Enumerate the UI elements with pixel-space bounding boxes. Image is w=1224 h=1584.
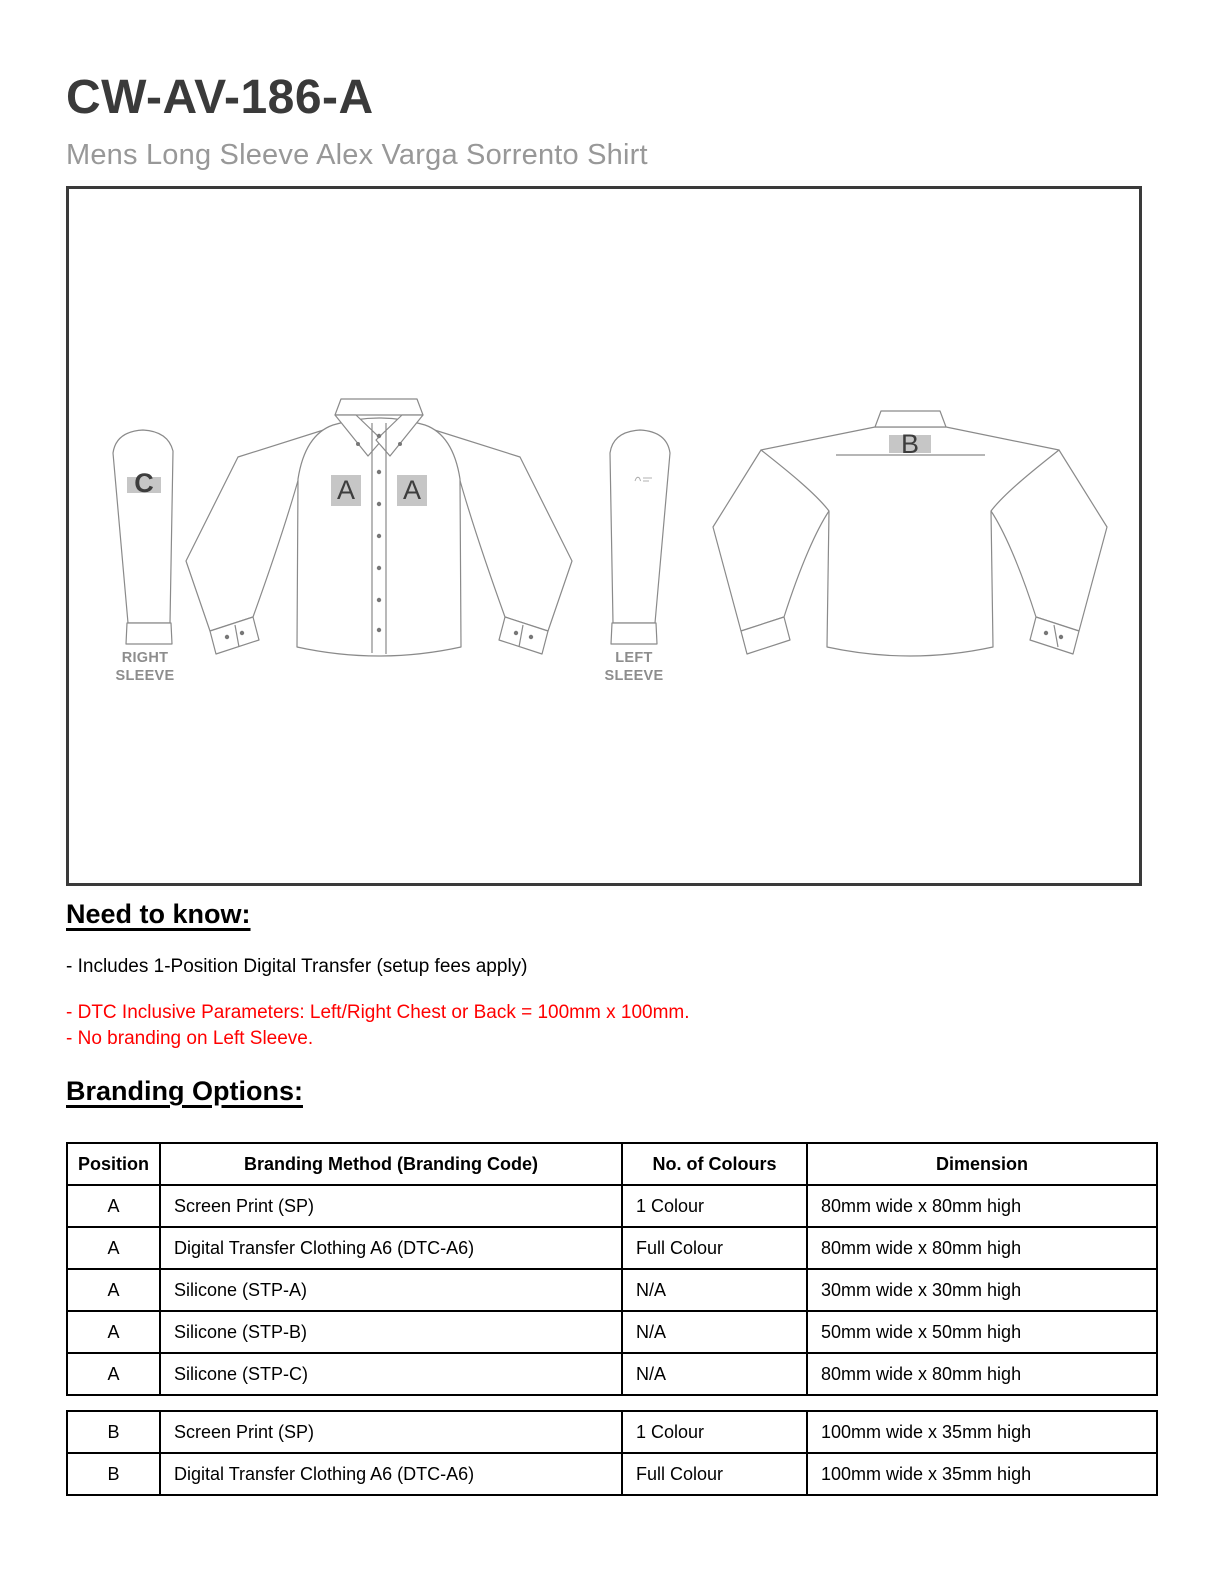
cell-method: Silicone (STP-B) [160, 1311, 622, 1353]
cell-position: A [67, 1185, 160, 1227]
page-title: CW-AV-186-A [66, 71, 374, 124]
right-sleeve-diagram [113, 430, 175, 684]
col-header-colours: No. of Colours [622, 1143, 807, 1185]
cell-dimension: 80mm wide x 80mm high [807, 1185, 1157, 1227]
note-no-branding-left-sleeve: - No branding on Left Sleeve. [66, 1028, 314, 1049]
cell-colours: N/A [622, 1269, 807, 1311]
right-sleeve-label-line1: RIGHT [121, 650, 169, 666]
position-marker-a-left: A [336, 475, 356, 505]
shirt-front-diagram [186, 399, 572, 656]
cell-method: Screen Print (SP) [160, 1185, 622, 1227]
cell-colours: 1 Colour [622, 1185, 807, 1227]
cell-position: A [67, 1353, 160, 1395]
cell-colours: Full Colour [622, 1227, 807, 1269]
need-to-know-heading: Need to know: [66, 899, 251, 929]
cell-method: Screen Print (SP) [160, 1411, 622, 1453]
branding-table-position-a [66, 1142, 1158, 1396]
table-row [67, 1353, 1157, 1395]
right-sleeve-label-line2: SLEEVE [115, 668, 175, 684]
table-row [67, 1269, 1157, 1311]
col-header-method: Branding Method (Branding Code) [160, 1143, 622, 1185]
table-row [67, 1453, 1157, 1495]
cell-colours: N/A [622, 1353, 807, 1395]
cell-method: Silicone (STP-C) [160, 1353, 622, 1395]
position-marker-a-right: A [402, 475, 422, 505]
cell-dimension: 100mm wide x 35mm high [807, 1411, 1157, 1453]
left-sleeve-label-line2: SLEEVE [604, 668, 664, 684]
left-sleeve-label-line1: LEFT [615, 650, 653, 666]
product-subtitle: Mens Long Sleeve Alex Varga Sorrento Shirt [66, 139, 648, 171]
cell-position: A [67, 1311, 160, 1353]
branding-options-heading: Branding Options: [66, 1076, 303, 1106]
note-dtc-parameters: - DTC Inclusive Parameters: Left/Right Chest or Back = 100mm x 100mm. [66, 1002, 690, 1023]
cell-dimension: 50mm wide x 50mm high [807, 1311, 1157, 1353]
cell-position: A [67, 1227, 160, 1269]
table-row [67, 1411, 1157, 1453]
cell-colours: N/A [622, 1311, 807, 1353]
table-row [67, 1227, 1157, 1269]
branding-table-position-b [66, 1410, 1158, 1496]
cell-position: B [67, 1411, 160, 1453]
col-header-position: Position [67, 1143, 160, 1185]
table-row [67, 1185, 1157, 1227]
shirt-diagram-svg [69, 189, 1139, 883]
cell-dimension: 80mm wide x 80mm high [807, 1227, 1157, 1269]
cell-method: Digital Transfer Clothing A6 (DTC-A6) [160, 1227, 622, 1269]
table-header-row [67, 1143, 1157, 1185]
cell-colours: Full Colour [622, 1453, 807, 1495]
shirt-back-diagram [713, 411, 1107, 656]
cell-dimension: 30mm wide x 30mm high [807, 1269, 1157, 1311]
cell-dimension: 80mm wide x 80mm high [807, 1353, 1157, 1395]
cell-method: Digital Transfer Clothing A6 (DTC-A6) [160, 1453, 622, 1495]
left-sleeve-diagram [604, 430, 670, 684]
note-digital-transfer: - Includes 1-Position Digital Transfer (setup fees apply) [66, 956, 528, 977]
position-marker-b: B [900, 429, 920, 459]
shirt-diagram-box [66, 186, 1142, 886]
cell-colours: 1 Colour [622, 1411, 807, 1453]
table-row [67, 1311, 1157, 1353]
red-notes [66, 1000, 690, 1052]
cell-dimension: 100mm wide x 35mm high [807, 1453, 1157, 1495]
col-header-dimension: Dimension [807, 1143, 1157, 1185]
position-marker-c: C [134, 468, 154, 498]
cell-position: A [67, 1269, 160, 1311]
cell-position: B [67, 1453, 160, 1495]
cell-method: Silicone (STP-A) [160, 1269, 622, 1311]
